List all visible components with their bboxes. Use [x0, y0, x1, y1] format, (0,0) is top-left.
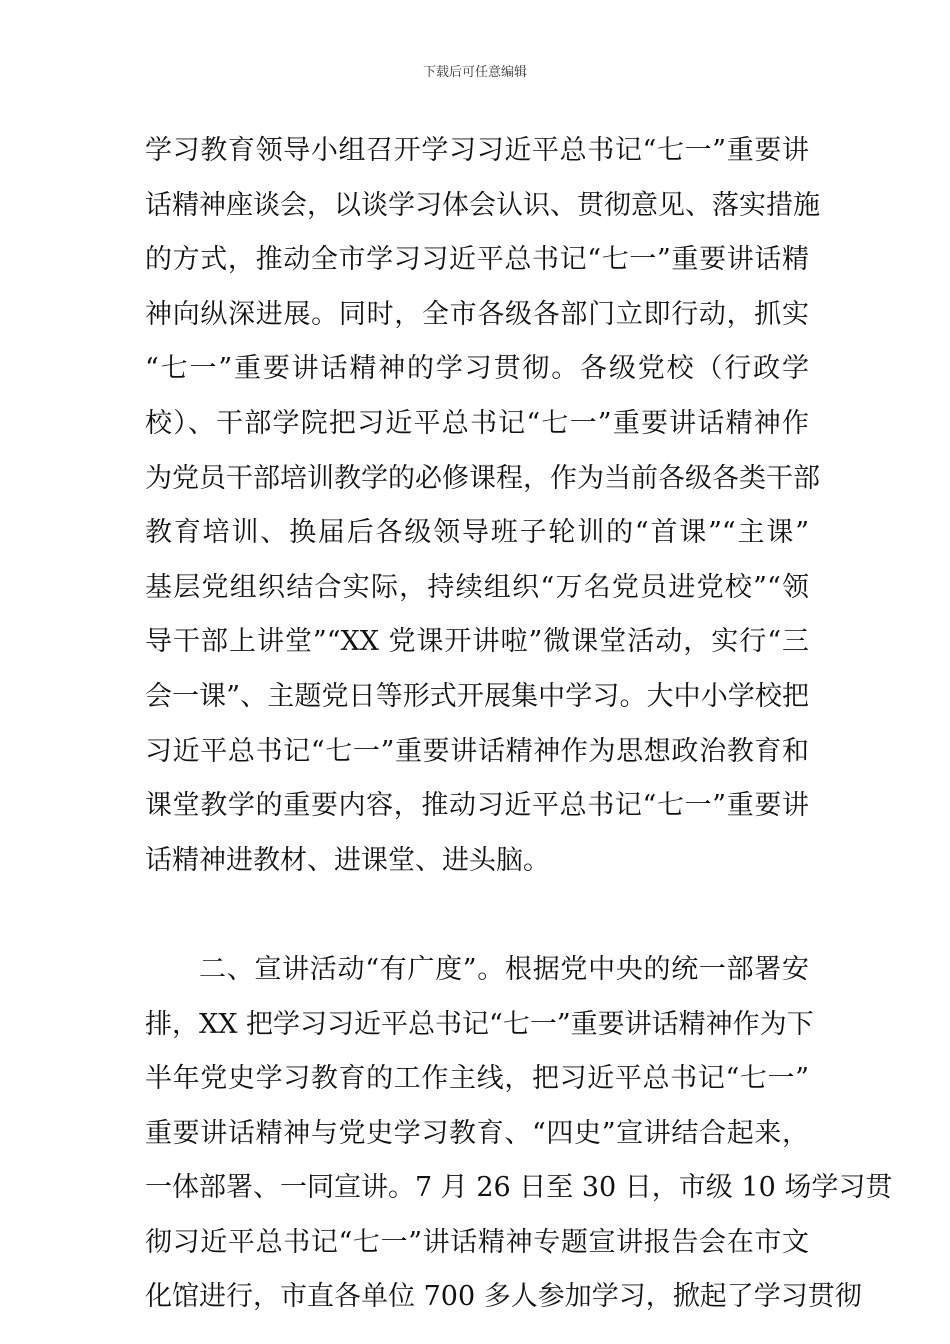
text-line: 话精神进教材、进课堂、进头脑。	[145, 844, 550, 876]
text-line: 排，XX 把学习习近平总书记“七一”重要讲话精神作为下	[145, 1008, 814, 1040]
text-line: 彻习近平总书记“七一”讲话精神专题宣讲报告会在市文	[145, 1226, 809, 1258]
text-line: 校）、干部学院把习近平总书记“七一”重要讲话精神作	[145, 407, 809, 439]
text-line: 习近平总书记“七一”重要讲话精神作为思想政治教育和	[145, 735, 809, 767]
text-line: 的方式，推动全市学习习近平总书记“七一”重要讲话精	[145, 244, 809, 276]
text-line: 半年党史学习教育的工作主线，把习近平总书记“七一”	[145, 1063, 809, 1095]
text-line: 话精神座谈会，以谈学习体会认识、贯彻意见、落实措施	[145, 189, 820, 221]
text-line: 基层党组织结合实际，持续组织“万名党员进党校”“领	[145, 571, 809, 603]
text-line: 导干部上讲堂”“XX 党课开讲啦”微课堂活动，实行“三	[145, 626, 809, 658]
text-line: 化馆进行，市直各单位 700 多人参加学习，掀起了学习贯彻	[145, 1281, 862, 1313]
page-header: 下载后可任意编辑	[422, 65, 527, 80]
text-line: 神向纵深进展。同时，全市各级各部门立即行动，抓实	[145, 298, 809, 330]
text-line: 会一课”、主题党日等形式开展集中学习。大中小学校把	[145, 680, 809, 712]
paragraph-1	[145, 124, 820, 888]
text-line: 为党员干部培训教学的必修课程，作为当前各级各类干部	[145, 462, 820, 494]
text-line: 一体部署、一同宣讲。7 月 26 日至 30 日，市级 10 场学习贯	[145, 1172, 893, 1204]
text-line: 学习教育领导小组召开学习习近平总书记“七一”重要讲	[145, 135, 809, 166]
text-line: “七一”重要讲话精神的学习贯彻。各级党校（行政学	[145, 353, 809, 385]
document-body	[145, 124, 893, 1325]
text-line: 重要讲话精神与党史学习教育、“四史”宣讲结合起来，	[145, 1117, 809, 1149]
paragraph-2	[145, 943, 893, 1325]
text-line: 课堂教学的重要内容，推动习近平总书记“七一”重要讲	[145, 790, 809, 822]
text-line: 教育培训、换届后各级领导班子轮训的“首课”“主课”	[145, 517, 809, 549]
text-line: 二、宣讲活动“有广度”。根据党中央的统一部署安	[199, 953, 809, 985]
paragraph-gap	[145, 888, 809, 943]
